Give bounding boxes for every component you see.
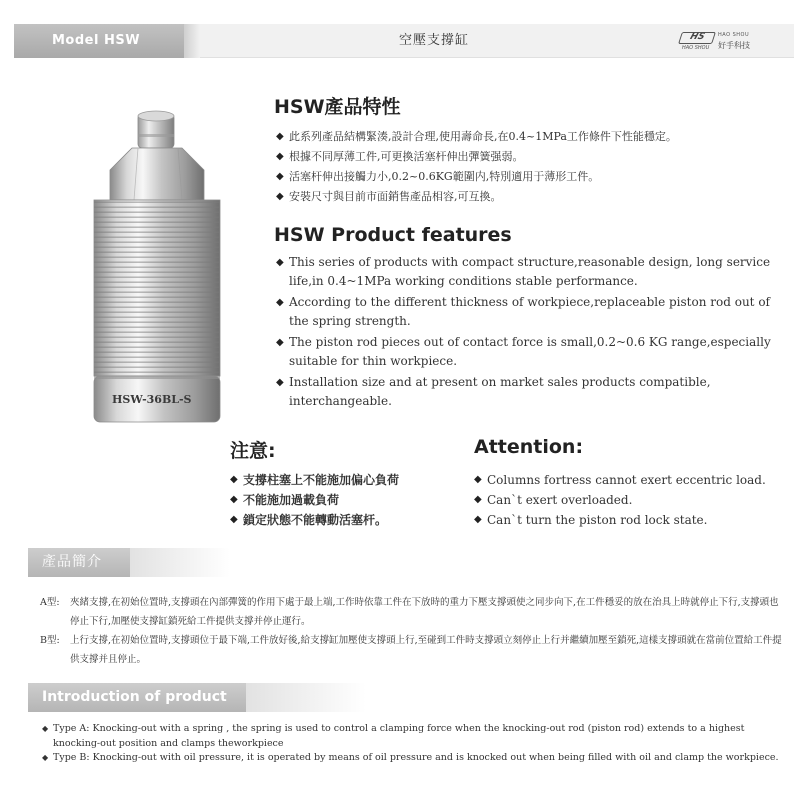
logo-sub: HAO SHOU (682, 45, 710, 51)
header-bar (14, 24, 794, 58)
attention-en-list (474, 470, 794, 530)
intro-zh-type-a (40, 593, 785, 631)
list-item: ◆ Type A: Knocking-out with a spring , the spring is used to control a clamping force when the knocking-out rod (piston rod) extends to a highest knocking-out position and clamps theworkpiece (42, 722, 782, 751)
list-item: ◆ Type B: Knocking-out with oil pressure, it is operated by means of oil pressure and is knocked out when being filled with oil and clamp the workpiece. (42, 751, 782, 766)
type-b-tag: B型: (40, 635, 60, 646)
list-item: ◆ 活塞杆伸出接觸力小,0.2~0.6KG範圍内,特別適用于薄形工件。 (276, 167, 796, 187)
list-item: ◆ The piston rod pieces out of contact force is small,0.2~0.6 KG range,especially suitable for thin workpiece. (276, 333, 776, 371)
hex-nut (110, 148, 204, 200)
list-item: ◆ 不能施加過載負荷 (230, 490, 470, 510)
list-item: ◆ According to the different thickness of workpiece,replaceable piston rod out of the spring strength. (276, 293, 776, 331)
attention-zh-list (230, 470, 470, 530)
logo-brand-en: HAO SHOU (718, 32, 750, 38)
list-item: ◆ This series of products with compact structure,reasonable design, long service life,in 0.4~1MPa working conditions stable performance. (276, 253, 776, 291)
type-a-text: 夾緒支撐,在初始位置時,支撐頭在內部彈簧的作用下處于最上端,工作時依靠工件在下放時的重力下壓支撐頭使之同步向下,在工件穩妥的放在治具上時就停止下行,支撐頭也停止下行,加壓使支撐缸鎖死給工件提供支撐并停止運行。 (70, 597, 779, 627)
list-item: ◆ 根據不同厚薄工件,可更換活塞杆伸出彈簧强弱。 (276, 147, 796, 167)
features-en-heading: HSW Product features (274, 224, 512, 246)
product-image (82, 108, 232, 430)
type-b-text: 上行支撐,在初始位置時,支撐頭位于最下端,工件放好後,給支撐缸加壓使支撐頭上行,至碰到工件時支撐頭立刻停止上行并繼續加壓至鎖死,這樣支撐頭就在當前位置給工件提供支撐并且停止。 (70, 635, 782, 665)
features-zh-heading: HSW產品特性 (274, 96, 401, 118)
logo-mark: HS (678, 32, 716, 44)
model-label: Model HSW (14, 24, 184, 58)
list-item: ◆ Columns fortress cannot exert eccentric load. (474, 470, 794, 490)
list-item: ◆ 鎖定狀態不能轉動活塞杆。 (230, 510, 470, 530)
features-en-list (276, 253, 776, 413)
list-item: ◆ Can`t turn the piston rod lock state. (474, 510, 794, 530)
type-a-tag: A型: (40, 597, 60, 608)
intro-en-list (42, 722, 782, 766)
list-item: ◆ Can`t exert overloaded. (474, 490, 794, 510)
list-item: ◆ 安裝尺寸與目前市面銷售產品相容,可互換。 (276, 187, 796, 207)
list-item: ◆ 支撐柱塞上不能施加偏心負荷 (230, 470, 470, 490)
intro-zh-text (40, 593, 785, 669)
logo-brand-zh: 好手科技 (718, 41, 750, 50)
attention-zh-heading: 注意: (230, 440, 276, 462)
list-item: ◆ Installation size and at present on market sales products compatible, interchangeable. (276, 373, 776, 411)
header-separator (184, 24, 200, 58)
attention-en-heading: Attention: (474, 436, 584, 458)
intro-zh-heading: 產品簡介 (28, 548, 130, 577)
intro-en-heading-tail (246, 683, 366, 712)
brand-logo (680, 30, 770, 52)
page-title: 空壓支撐缸 (398, 33, 469, 48)
features-zh-list (276, 127, 796, 207)
intro-zh-heading-tail (130, 548, 230, 577)
intro-en-heading: Introduction of product (28, 683, 246, 712)
product-engraving: HSW-36BL-S (112, 393, 192, 406)
intro-zh-type-b (40, 631, 785, 669)
list-item: ◆ 此系列產品結構緊湊,設計合理,使用壽命長,在0.4~1MPa工作條件下性能穩定。 (276, 127, 796, 147)
